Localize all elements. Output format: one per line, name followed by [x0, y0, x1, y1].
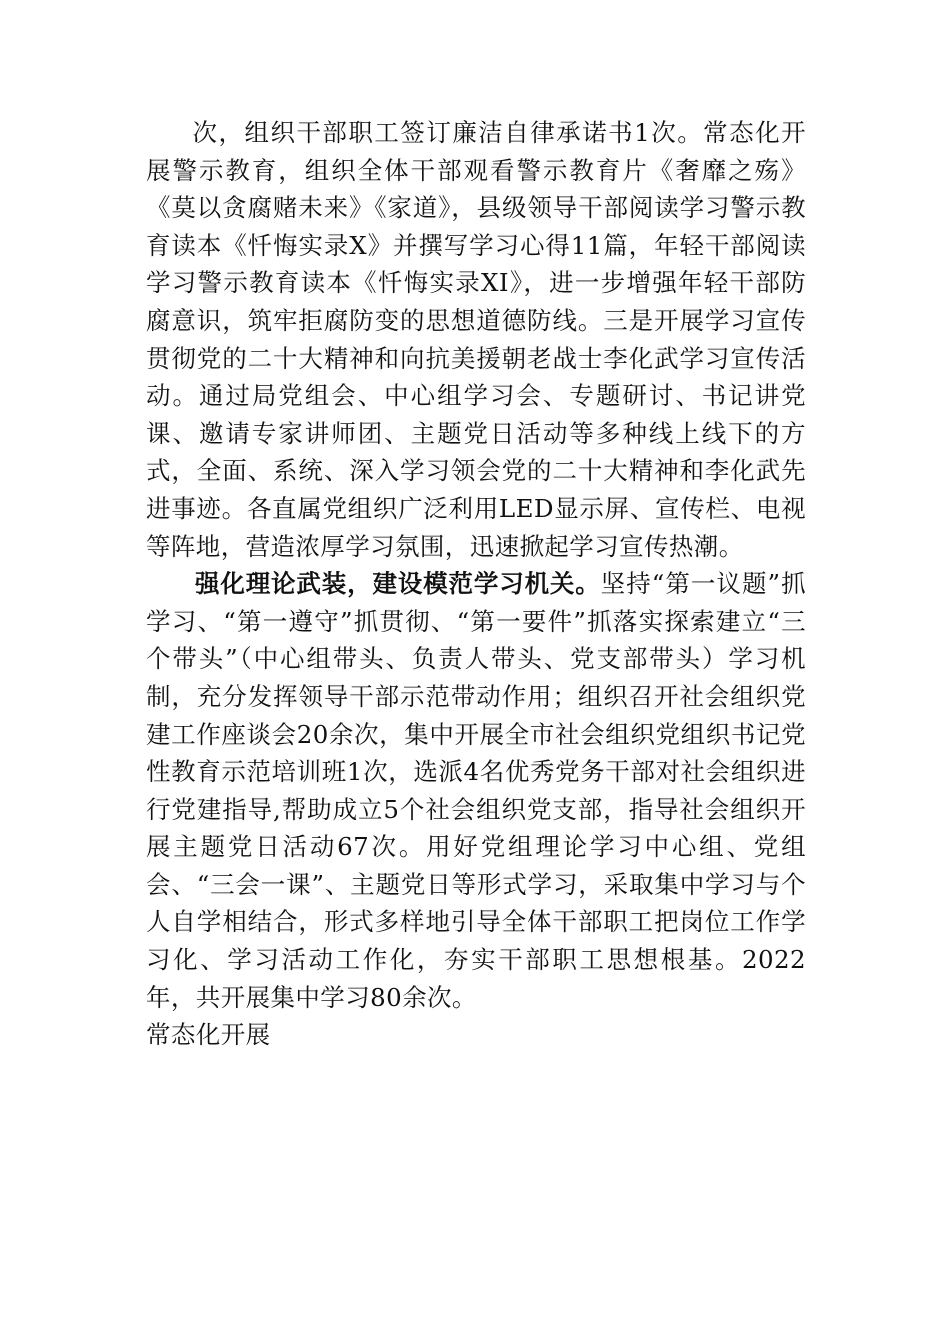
paragraph-theory-study [146, 565, 806, 1016]
document-body [146, 114, 806, 1054]
trailing-line: 常态化开展 [146, 1020, 271, 1050]
paragraph-heading: 强化理论武装，建设模范学习机关。 [195, 569, 601, 599]
paragraph-body: 坚持“第一议题”抓学习、“第一遵守”抓贯彻、“第一要件”抓落实探索建立“三个带头”（中心组带头、负责人带头、党支部带头）学习机制，充分发挥领导干部示范带动作用；组织召开社会组织党建工作座谈会20余次，集中开展全市社会组织党组织书记党性教育示范培训班1次，选派4名优秀党务干部对社会组织进行党建指导,帮助成立5个社会组织党支部，指导社会组织开展主题党日活动67次。用好党组理论学习中心组、党组会、“三会一课”、主题党日等形式学习，采取集中学习与个人自学相结合，形式多样地引导全体干部职工把岗位工作学习化、学习活动工作化，夯实干部职工思想根基。2022年，共开展集中学习80余次。 [146, 569, 807, 1012]
paragraph-discipline-education: 次，组织干部职工签订廉洁自律承诺书1次。常态化开展警示教育，组织全体干部观看警示教育片《奢靡之殇》《莫以贪腐赌未来》《家道》，县级领导干部阅读学习警示教育读本《忏悔实录X》并撰写学习心得11篇，年轻干部阅读学习警示教育读本《忏悔实录XI》，进一步增强年轻干部防腐意识，筑牢拒腐防变的思想道德防线。三是开展学习宣传贯彻党的二十大精神和向抗美援朝老战士李化武学习宣传活动。通过局党组会、中心组学习会、专题研讨、书记讲党课、邀请专家讲师团、主题党日活动等多种线上线下的方式，全面、系统、深入学习领会党的二十大精神和李化武先进事迹。各直属党组织广泛利用LED显示屏、宣传栏、电视等阵地，营造浓厚学习氛围，迅速掀起学习宣传热潮。 [146, 118, 806, 561]
